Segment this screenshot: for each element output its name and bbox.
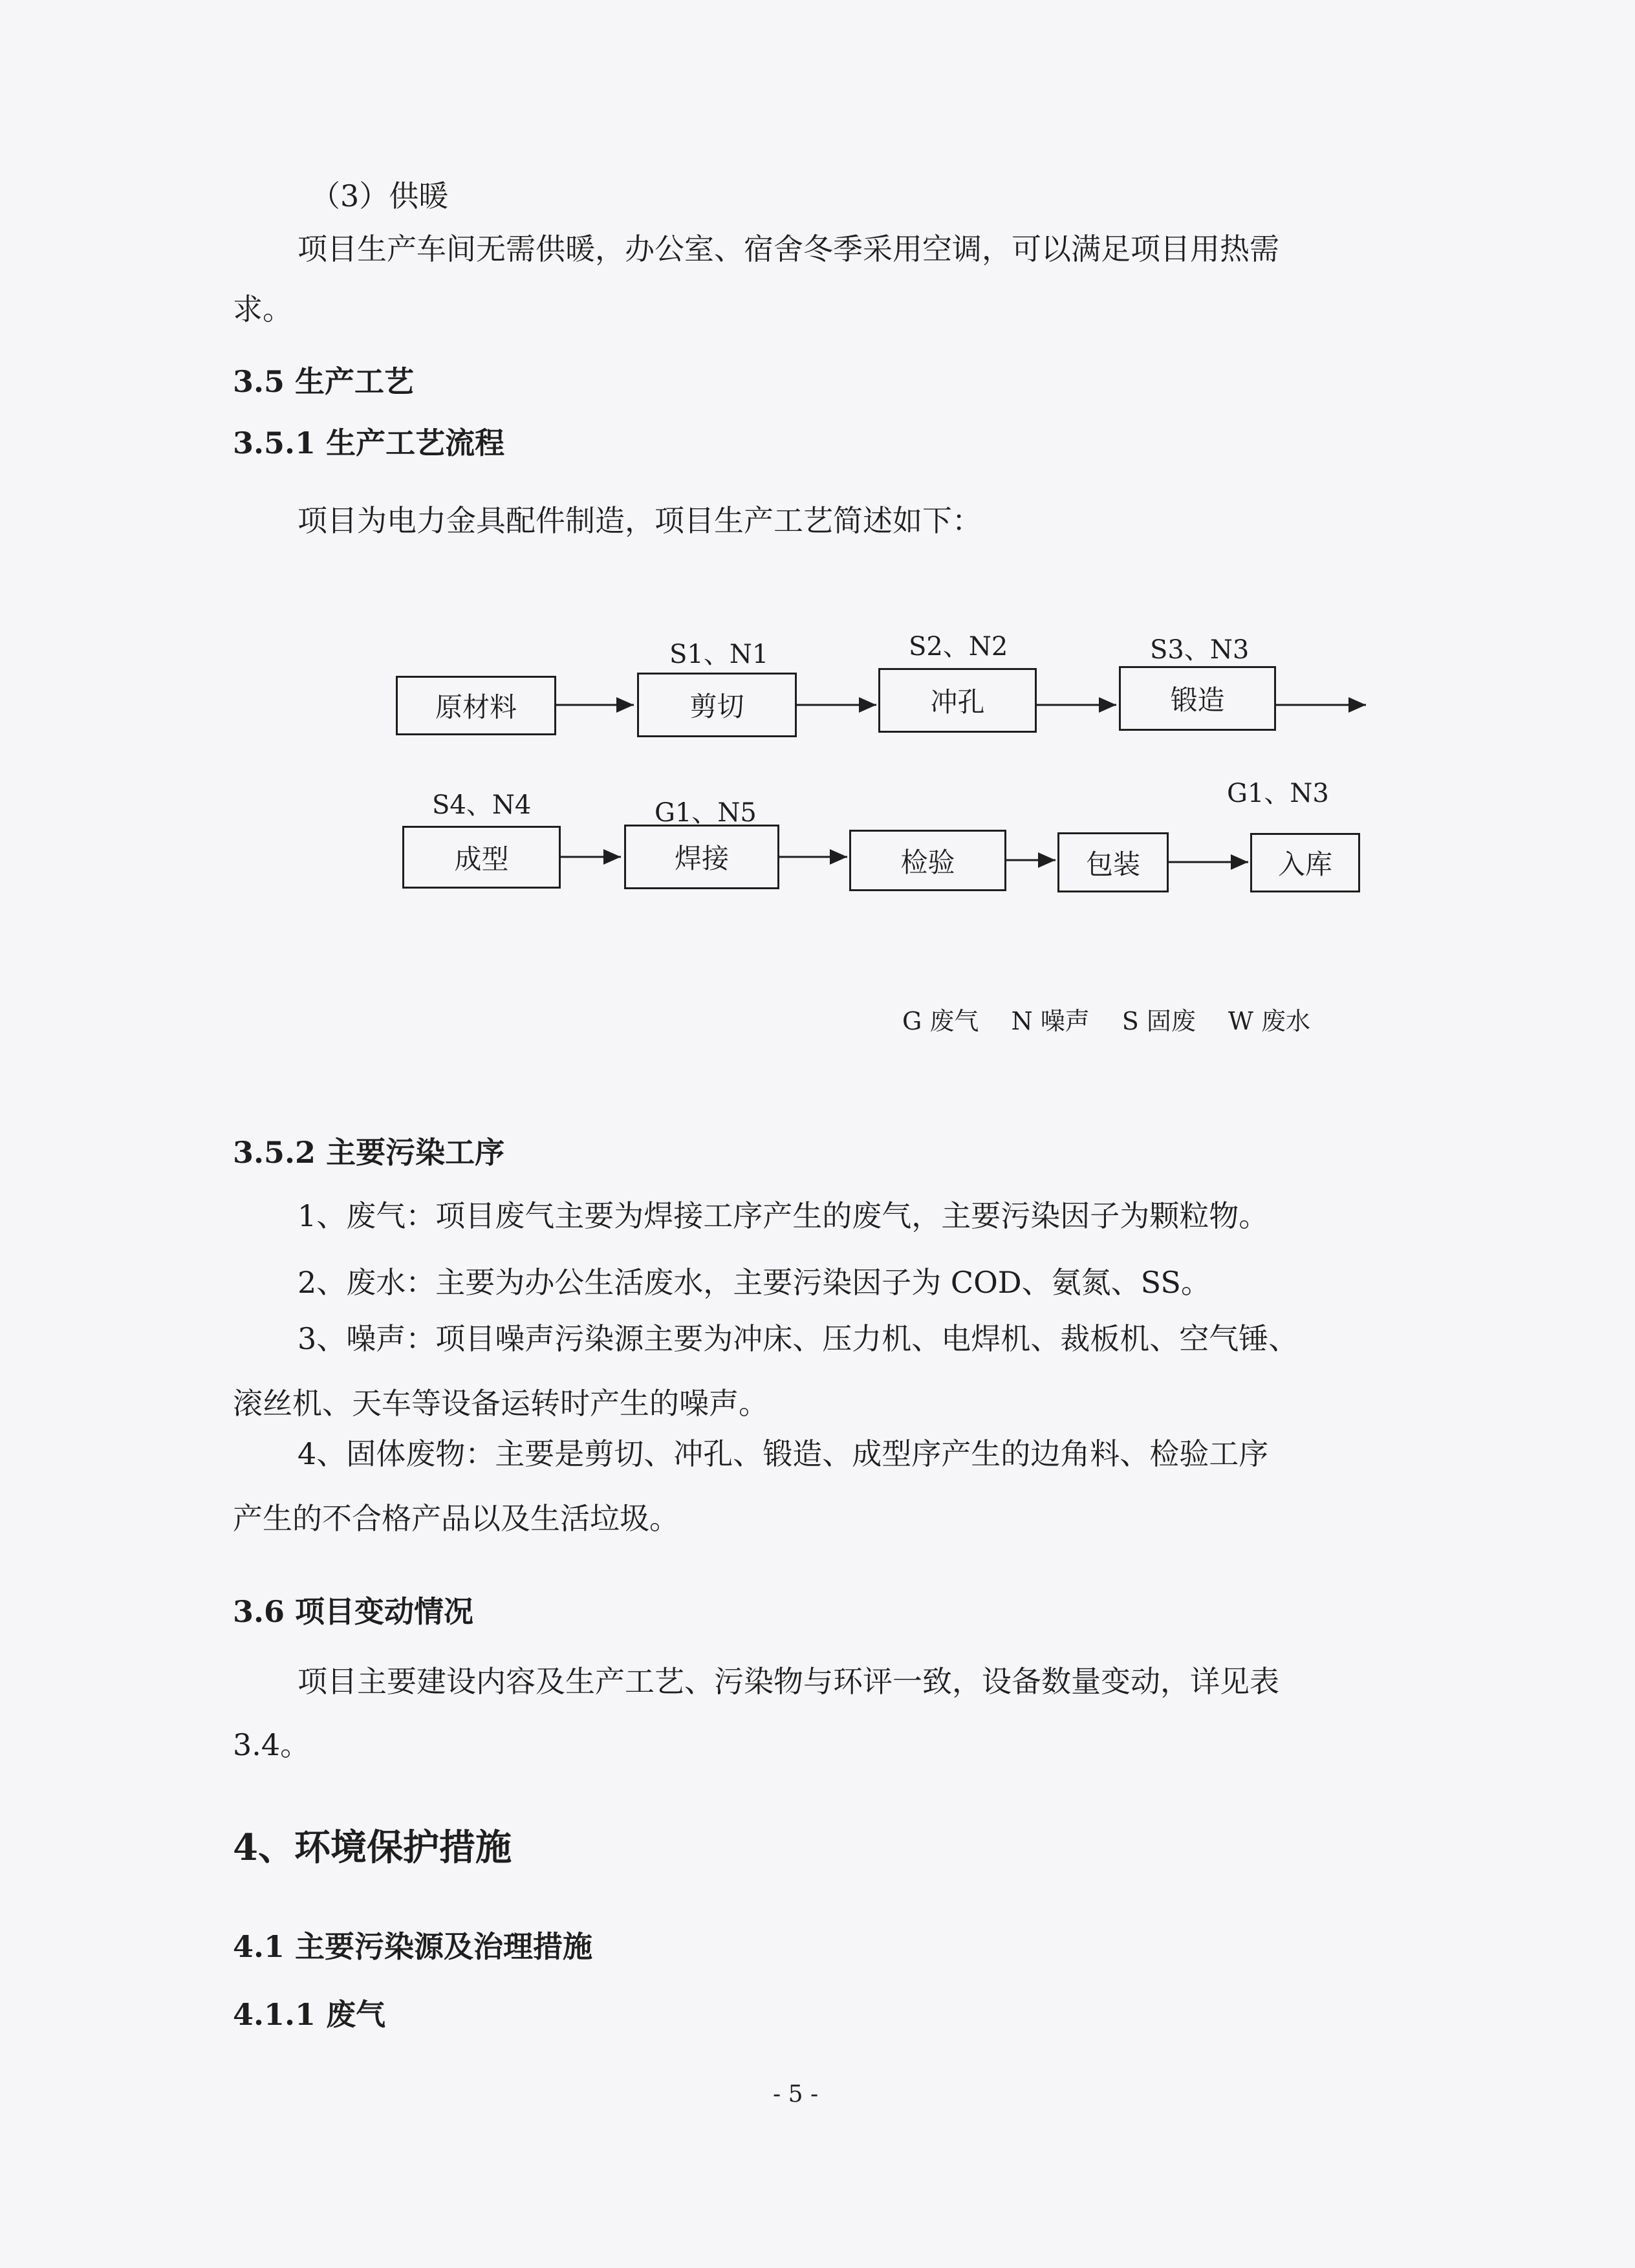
page-number: - 5 - — [773, 2081, 819, 2108]
legend-item: S 固废 — [1121, 1007, 1196, 1035]
pollution-item-4-line: 产生的不合格产品以及生活垃圾。 — [233, 1501, 679, 1536]
flow-legend — [902, 1001, 1343, 1037]
flow-step-forging: 锻造 — [1119, 666, 1276, 731]
flow-step-forming: 成型 — [402, 826, 561, 889]
change-paragraph-line: 3.4。 — [233, 1727, 310, 1762]
flow-step-cutting: 剪切 — [637, 673, 797, 737]
pollution-item-1: 1、废气：项目废气主要为焊接工序产生的废气，主要污染因子为颗粒物。 — [298, 1198, 1269, 1233]
pollution-item-4-line: 4、固体废物：主要是剪切、冲孔、锻造、成型序产生的边角料、检验工序 — [298, 1436, 1269, 1471]
flow-step-welding: 焊接 — [624, 825, 779, 889]
flow-tag-cutting: S1、N1 — [669, 640, 769, 669]
flow-tag-forging: S3、N3 — [1150, 635, 1250, 665]
pollution-item-3-line: 3、噪声：项目噪声污染源主要为冲床、压力机、电焊机、裁板机、空气锤、 — [298, 1321, 1299, 1356]
legend-item: G 废气 — [902, 1007, 979, 1035]
legend-item: W 废水 — [1228, 1007, 1311, 1035]
section-heading-3-6: 3.6 项目变动情况 — [233, 1594, 474, 1629]
process-intro: 项目为电力金具配件制造，项目生产工艺简述如下： — [298, 503, 982, 538]
flow-tag-punching: S2、N2 — [909, 632, 1008, 662]
heating-paragraph-line: 项目生产车间无需供暖，办公室、宿舍冬季采用空调，可以满足项目用热需 — [298, 232, 1279, 266]
flow-tag-forming: S4、N4 — [432, 790, 532, 820]
flow-step-warehousing: 入库 — [1250, 833, 1360, 892]
chapter-heading-4: 4、环境保护措施 — [233, 1826, 512, 1869]
legend-item: N 噪声 — [1011, 1007, 1090, 1035]
flow-tag-welding: G1、N5 — [655, 798, 757, 828]
heating-paragraph-line: 求。 — [233, 292, 292, 327]
change-paragraph-line: 项目主要建设内容及生产工艺、污染物与环评一致，设备数量变动，详见表 — [298, 1664, 1279, 1699]
section-heading-3-5: 3.5 生产工艺 — [233, 364, 415, 399]
section-heading-4-1: 4.1 主要污染源及治理措施 — [233, 1929, 593, 1964]
flow-step-inspection: 检验 — [849, 830, 1006, 891]
section-heading-3-5-2: 3.5.2 主要污染工序 — [233, 1135, 505, 1170]
flow-step-packaging: 包装 — [1057, 832, 1169, 892]
flow-step-punching: 冲孔 — [878, 668, 1037, 733]
flow-tag-warehousing: G1、N3 — [1227, 779, 1329, 808]
section-heading-3-5-1: 3.5.1 生产工艺流程 — [233, 426, 505, 460]
flow-step-raw-material: 原材料 — [396, 676, 556, 735]
section-heading-4-1-1: 4.1.1 废气 — [233, 1997, 386, 2032]
heating-title: （3）供暖 — [310, 178, 449, 213]
pollution-item-2: 2、废水：主要为办公生活废水，主要污染因子为 COD、氨氮、SS。 — [298, 1265, 1211, 1300]
pollution-item-3-line: 滚丝机、天车等设备运转时产生的噪声。 — [233, 1386, 768, 1421]
